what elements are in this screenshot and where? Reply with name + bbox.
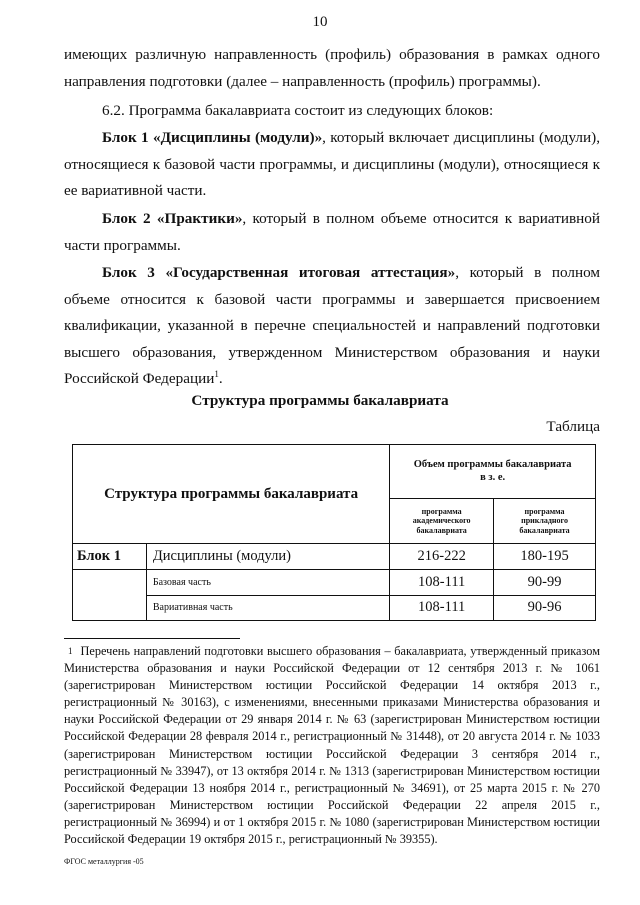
header-volume-line2: в з. е. <box>480 472 506 484</box>
block2-text: , который в полном объеме относится к вариативной части программы. <box>64 210 600 254</box>
header-academic-text: программа академического бакалавриата <box>412 506 471 535</box>
paragraph-blocks-intro-block <box>64 98 600 125</box>
block3-title: Блок 3 «Государственная итоговая аттестация» <box>102 264 456 281</box>
table-label: Таблица <box>546 418 600 435</box>
block1-title: Блок 1 «Дисциплины (модули)» <box>102 129 323 146</box>
row-academic: 108-111 <box>390 595 494 621</box>
row-academic: 108-111 <box>390 570 494 596</box>
row-block: Блок 1 <box>73 544 147 570</box>
header-volume-line1: Объем программы бакалавриата <box>413 459 572 471</box>
table-row <box>73 544 596 570</box>
table-row <box>73 595 596 621</box>
footnote-mark: 1 <box>68 646 73 656</box>
paragraph-block1-wrap <box>64 125 600 205</box>
block1-text: , который включает дисциплины (модули), относящиеся к базовой части программы, и дисциплины (модули), относящиеся к ее вариативной части. <box>64 129 600 199</box>
paragraph-continuation: имеющих различную направленность (профиль) образования в рамках одного направления подготовки (далее – направленность (профиль) программы). <box>64 46 600 90</box>
paragraph-block2-wrap <box>64 206 600 259</box>
footnote-ref: 1 <box>214 368 219 379</box>
paragraph-block2 <box>64 206 600 259</box>
row-name: Вариативная часть <box>146 595 389 621</box>
header-academic <box>390 498 494 543</box>
row-block-empty <box>73 570 147 596</box>
paragraph-continuation-block <box>64 42 600 95</box>
footnote-text: Перечень направлений подготовки высшего образования – бакалавриата, утвержденный приказом Министерства образования и науки Российской Федерации от 12 сентября 2013 г. № 1061 (зарегистрирован Министерством юстиции Российской Федерации 14 октября 2013 г., регистрационный № 30163), с изменениями, внесенными приказами Министерства образования и науки Российской Федерации от 29 января 2014 г. № 63 (зарегистрирован Министерством юстиции Российской Федерации 28 февраля 2014 г., регистрационный № 31448), от 20 августа 2014 г. № 1033 (зарегистрирован Министерством юстиции Российской Федерации 3 сентября 2014 г., регистрационный № 33947), от 13 октября 2014 г. № 1313 (зарегистрирован Министерством юстиции Российской Федерации 13 ноября 2014 г., регистрационный № 34691), от 25 марта 2015 г. № 270 (зарегистрирован Министерством юстиции Российской Федерации 22 апреля 2015 г., регистрационный № 36994) и от 1 октября 2015 г. № 1080 (зарегистрирован Министерством юстиции Российской Федерации 19 октября 2015 г., регистрационный № 39355). <box>64 644 600 847</box>
paragraph-block3 <box>64 260 600 393</box>
paragraph-block1 <box>64 125 600 205</box>
structure-title: Структура программы бакалавриата <box>191 392 449 409</box>
row-applied: 180-195 <box>494 544 596 570</box>
header-applied-text: программа прикладного бакалавриата <box>519 506 570 535</box>
table-row <box>73 570 596 596</box>
row-name: Базовая часть <box>146 570 389 596</box>
block2-title: Блок 2 «Практики» <box>102 210 243 227</box>
block3-text: , который в полном объеме относится к базовой части программы и завершается присвоением квалификации, указанной в перечне специальностей и направлений подготовки высшего образования, утвержденном Министерством образования и науки Российской Федерации <box>64 264 600 387</box>
row-applied: 90-99 <box>494 570 596 596</box>
program-structure-table <box>72 444 596 621</box>
header-structure: Структура программы бакалавриата <box>73 445 390 544</box>
block3-end: . <box>218 370 223 387</box>
footnote-divider <box>64 638 240 639</box>
paragraph-block3-wrap <box>64 260 600 393</box>
paragraph-blocks-intro: 6.2. Программа бакалавриата состоит из следующих блоков: <box>102 102 494 119</box>
header-applied <box>494 498 596 543</box>
footnote <box>64 643 600 848</box>
page-footer: ФГОС металлургия -05 <box>64 857 144 866</box>
header-volume <box>390 445 596 499</box>
page-number: 10 <box>312 14 328 30</box>
row-applied: 90-96 <box>494 595 596 621</box>
row-name: Дисциплины (модули) <box>146 544 389 570</box>
row-block-empty <box>73 595 147 621</box>
row-academic: 216-222 <box>390 544 494 570</box>
